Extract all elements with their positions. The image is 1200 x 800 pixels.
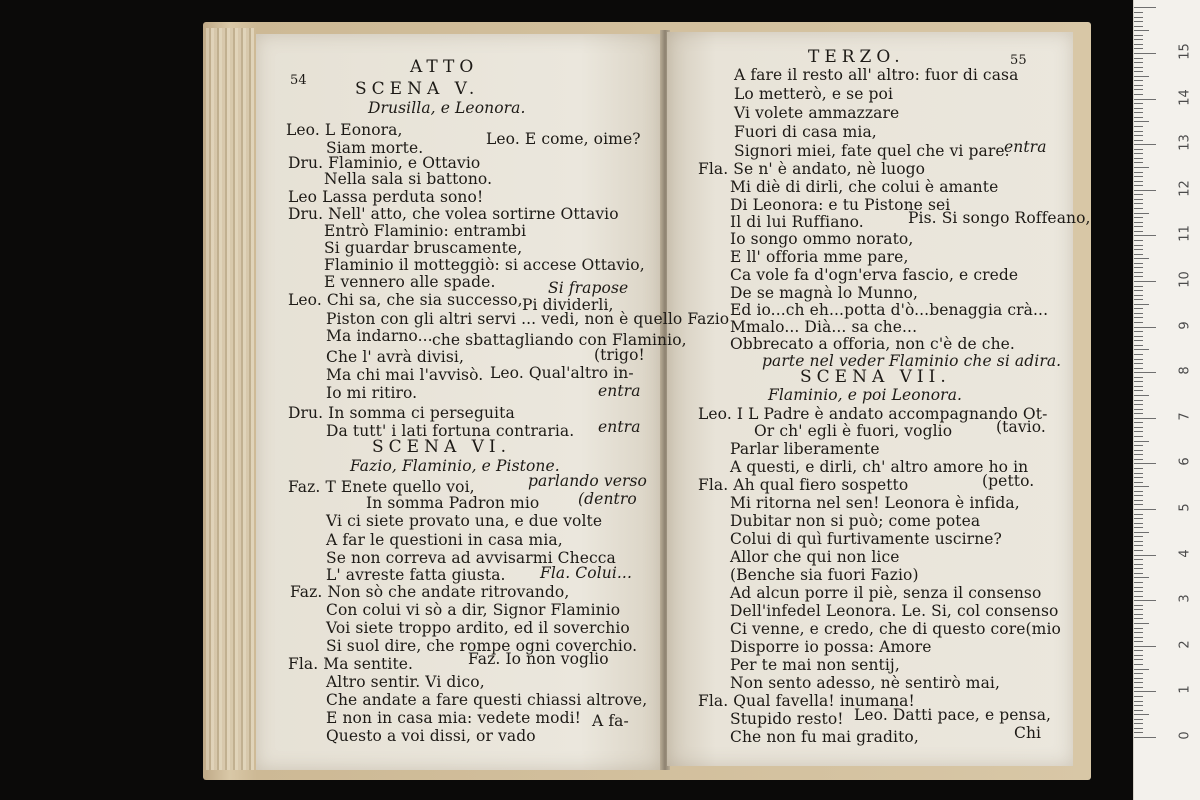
ruler-tick [1134,258,1149,259]
page-number: 55 [1010,53,1027,68]
text-line: Mi diè di dirli, che colui è amante [730,178,999,196]
text-line: Di Leonora: e tu Pistone sei [730,196,951,214]
ruler-tick [1134,637,1143,638]
ruler-tick [1134,167,1149,168]
text-line: Fla. Colui... [540,564,632,582]
ruler-tick [1134,286,1143,287]
ruler-tick [1134,99,1156,100]
text-line: Io songo ommo norato, [730,230,914,248]
ruler-tick [1134,377,1143,378]
ruler-tick [1134,573,1143,574]
text-line: E vennero alle spade. [324,273,496,291]
ruler-tick [1134,450,1143,451]
ruler-tick [1134,710,1143,711]
ruler-tick [1134,53,1156,54]
ruler-tick [1134,577,1149,578]
ruler-tick [1134,254,1143,255]
ruler-tick [1134,21,1143,22]
text-line: Flaminio il motteggiò: si accese Ottavio, [324,256,645,274]
ruler-tick [1134,194,1143,195]
ruler-tick [1134,614,1143,615]
text-line: Mmalo... Dià... sa che... [730,318,918,336]
ruler-number: 1 [1177,685,1193,695]
ruler-tick [1134,135,1143,136]
ruler-tick [1134,609,1143,610]
ruler-tick [1134,491,1143,492]
ruler-tick [1134,368,1143,369]
ruler-tick [1134,336,1143,337]
text-line: Disporre io possa: Amore [730,638,932,656]
ruler-tick [1134,58,1143,59]
text-line: (petto. [982,472,1035,490]
ruler-tick [1134,39,1143,40]
text-line: Leo. Chi sa, che sia successo, [288,291,523,309]
text-line: Ed io...ch eh...potta d'ò...benaggia crà... [730,301,1049,319]
ruler-tick [1134,482,1143,483]
text-line: Piston con gli altri servi ... vedi, non è quello Fazio [326,310,730,328]
text-line: parlando verso [528,472,647,490]
text-line: che sbattagliando con Flaminio, [432,331,687,349]
running-head: ATTO [410,57,479,77]
text-line: Ma indarno... [326,327,433,345]
ruler-tick [1134,199,1143,200]
ruler-tick [1134,659,1143,660]
ruler-tick [1134,176,1143,177]
text-line: Dru. In somma ci perseguita [288,404,515,422]
text-line: Che non fu mai gradito, [730,728,919,746]
ruler-tick [1134,226,1143,227]
ruler-tick [1134,267,1143,268]
ruler-tick [1134,85,1143,86]
text-line: Faz. T Enete quello voi, [288,478,475,496]
text-line: Ma chi mai l'avvisò. [326,366,484,384]
ruler-tick [1134,231,1143,232]
ruler-tick [1134,723,1143,724]
ruler-number: 5 [1177,503,1193,512]
text-line: Parlar liberamente [730,440,880,458]
text-line: A fa- [592,712,629,730]
ruler-tick [1134,213,1149,214]
ruler-tick [1134,222,1143,223]
text-line: Fla. Ma sentite. [288,655,414,673]
text-line: Il di lui Ruffiano. [730,213,864,231]
text-line: Leo. L Eonora, [286,121,403,139]
text-line: Pis. Si songo Roffeano, [908,209,1091,227]
text-line: Si frapose [548,279,629,297]
ruler-tick [1134,245,1143,246]
ruler-tick [1134,317,1143,318]
ruler-tick [1134,354,1143,355]
text-line: (tavio. [996,418,1046,436]
ruler-tick [1134,404,1143,405]
ruler-tick [1134,208,1143,209]
ruler-tick [1134,89,1143,90]
text-line: In somma Padron mio [366,494,540,512]
ruler-tick [1134,290,1143,291]
ruler-tick [1134,545,1143,546]
ruler-tick [1134,386,1143,387]
ruler-tick [1134,35,1143,36]
ruler-number: 8 [1177,366,1193,375]
ruler-tick [1134,673,1143,674]
text-line: Dru. Nell' atto, che volea sortirne Ottavio [288,205,619,223]
ruler-tick [1134,235,1156,236]
text-line: entra [598,382,641,400]
ruler-tick [1134,349,1149,350]
ruler-tick [1134,728,1143,729]
ruler-tick [1134,400,1143,401]
ruler-number: 14 [1177,88,1193,106]
ruler-tick [1134,536,1143,537]
ruler-tick [1134,240,1143,241]
ruler-tick [1134,523,1143,524]
ruler-number: 13 [1177,134,1193,151]
ruler-tick [1134,144,1156,145]
ruler-tick [1134,94,1143,95]
ruler-number: 6 [1177,457,1193,467]
text-line: Ca vole fa d'ogn'erva fascio, e crede [730,266,1019,284]
text-line: Altro sentir. Vi dico, [326,673,485,691]
ruler-tick [1134,422,1143,423]
ruler-tick [1134,737,1156,738]
ruler-tick [1134,112,1143,113]
ruler-number: 0 [1177,731,1193,740]
text-line: parte nel veder Flaminio che si adira. [762,352,1062,370]
ruler-tick [1134,190,1156,191]
ruler-tick [1134,509,1156,510]
page-edges [206,28,254,770]
ruler-tick [1134,108,1143,109]
text-line: Siam morte. [326,139,424,157]
ruler-tick [1134,527,1143,528]
ruler-number: 12 [1177,180,1193,197]
ruler-tick [1134,714,1149,715]
text-line: Nella sala si battono. [324,170,493,188]
ruler-tick [1134,441,1149,442]
ruler-tick [1134,632,1143,633]
ruler-tick [1134,600,1156,601]
ruler-tick [1134,140,1143,141]
ruler-tick [1134,427,1143,428]
ruler-tick [1134,468,1143,469]
ruler-tick [1134,76,1149,77]
ruler-tick [1134,514,1143,515]
ruler-tick [1134,696,1143,697]
ruler-tick [1134,331,1143,332]
ruler-tick [1134,555,1156,556]
ruler-number: 3 [1177,594,1193,603]
ruler-tick [1134,158,1143,159]
text-line: Ci venne, e credo, che di questo core(mio [730,620,1061,638]
text-line: Se non correva ad avvisarmi Checca [326,549,616,567]
text-line: Pi dividerli, [522,296,614,314]
ruler-tick [1134,153,1143,154]
ruler-tick [1134,618,1143,619]
ruler-tick [1134,691,1156,692]
ruler-tick [1134,682,1143,683]
ruler-number: 4 [1177,548,1193,558]
ruler-tick [1134,664,1143,665]
text-line: Si guardar bruscamente, [324,239,523,257]
text-line: (Benche sia fuori Fazio) [730,566,919,584]
text-line: Leo. Datti pace, e pensa, [854,706,1052,724]
ruler-tick [1134,409,1143,410]
ruler-tick [1134,203,1143,204]
text-line: Dubitar non si può; come potea [730,512,981,530]
ruler-tick [1134,67,1143,68]
ruler-tick [1134,628,1143,629]
ruler-tick [1134,304,1149,305]
ruler-number: 10 [1177,271,1193,288]
ruler-tick [1134,121,1149,122]
scene-heading: SCENA VII. [800,367,951,387]
ruler-tick [1134,591,1143,592]
text-line: Voi siete troppo ardito, ed il soverchio [326,619,630,637]
text-line: Leo Lassa perduta sono! [288,188,484,206]
ruler-tick [1134,30,1149,31]
ruler-tick [1134,518,1143,519]
measurement-ruler [1133,0,1200,800]
ruler-tick [1134,596,1143,597]
text-line: Fuori di casa mia, [734,123,877,141]
ruler-tick [1134,559,1143,560]
text-line: Chi [1014,724,1042,742]
ruler-tick [1134,372,1156,373]
ruler-tick [1134,463,1156,464]
text-line: E ll' offoria mme pare, [730,248,909,266]
scene-heading: SCENA V. [355,79,480,99]
text-line: Dru. Flaminio, e Ottavio [288,154,481,172]
ruler-tick [1134,181,1143,182]
text-line: Leo. I L Padre è andato accompagnando Ot- [698,405,1048,423]
ruler-tick [1134,486,1149,487]
text-line: Per te mai non sentij, [730,656,900,674]
scene-cast: Flaminio, e poi Leonora. [768,386,963,404]
ruler-tick [1134,500,1143,501]
ruler-tick [1134,568,1143,569]
ruler-tick [1134,504,1143,505]
text-line: Leo. Qual'altro in- [490,364,634,382]
text-line: Signori miei, fate quel che vi pare. [734,142,1010,160]
text-line: Con colui vi sò a dir, Signor Flaminio [326,601,621,619]
ruler-tick [1134,541,1143,542]
text-line: A far le questioni in casa mia, [326,531,563,549]
text-line: Dell'infedel Leonora. Le. Si, col consenso [730,602,1059,620]
text-line: De se magnà lo Munno, [730,284,918,302]
text-line: entra [1004,138,1047,156]
ruler-tick [1134,532,1149,533]
text-line: A questi, e dirli, ch' altro amore ho in [730,458,1029,476]
ruler-tick [1134,185,1143,186]
text-line: Faz. Non sò che andate ritrovando, [290,583,570,601]
ruler-tick [1134,669,1149,670]
ruler-number: 11 [1177,225,1193,243]
running-head: TERZO. [808,47,905,67]
text-line: Fla. Qual favella! inumana! [698,692,915,710]
text-line: (dentro [578,490,637,508]
text-line: E non in casa mia: vedete modi! [326,709,582,727]
ruler-tick [1134,308,1143,309]
text-line: Allor che qui non lice [730,548,900,566]
text-line: (trigo! [594,346,645,364]
ruler-number: 9 [1177,320,1193,330]
text-line: Fla. Se n' è andato, nè luogo [698,160,926,178]
ruler-tick [1134,564,1143,565]
ruler-tick [1134,436,1143,437]
ruler-tick [1134,477,1143,478]
ruler-tick [1134,413,1143,414]
ruler-tick [1134,582,1143,583]
text-line: Stupido resto! [730,710,844,728]
ruler-number: 15 [1177,43,1193,60]
text-line: Obbrecato a offoria, non c'è de che. [730,335,1015,353]
ruler-tick [1134,126,1143,127]
ruler-tick [1134,217,1143,218]
text-line: Questo a voi dissi, or vado [326,727,536,745]
ruler-tick [1134,7,1156,8]
ruler-tick [1134,322,1143,323]
ruler-tick [1134,732,1143,733]
ruler-tick [1134,80,1143,81]
text-line: L' avreste fatta giusta. [326,566,506,584]
text-line: Leo. E come, oime? [486,130,641,148]
ruler-tick [1134,12,1143,13]
text-line: entra [598,418,641,436]
text-line: Colui di quì furtivamente uscirne? [730,530,1002,548]
ruler-tick [1134,26,1143,27]
ruler-tick [1134,418,1156,419]
ruler-tick [1134,62,1143,63]
ruler-tick [1134,17,1143,18]
ruler-tick [1134,646,1156,647]
text-line: Entrò Flaminio: entrambi [324,222,527,240]
ruler-tick [1134,445,1143,446]
ruler-tick [1134,495,1143,496]
text-line: Lo metterò, e se poi [734,85,894,103]
ruler-tick [1134,149,1143,150]
ruler-tick [1134,363,1143,364]
ruler-tick [1134,655,1143,656]
page-number: 54 [290,73,307,88]
ruler-tick [1134,641,1143,642]
ruler-tick [1134,395,1149,396]
ruler-tick [1134,623,1149,624]
ruler-tick [1134,295,1143,296]
ruler-tick [1134,327,1156,328]
ruler-tick [1134,687,1143,688]
ruler-tick [1134,587,1143,588]
ruler-tick [1134,550,1143,551]
ruler-tick [1134,340,1143,341]
ruler-tick [1134,454,1143,455]
ruler-tick [1134,48,1143,49]
text-line: Che andate a fare questi chiassi altrove, [326,691,648,709]
text-line: Non sento adesso, nè sentirò mai, [730,674,1001,692]
text-line: Io mi ritiro. [326,384,418,402]
ruler-tick [1134,705,1143,706]
ruler-tick [1134,719,1143,720]
ruler-tick [1134,103,1143,104]
ruler-tick [1134,313,1143,314]
ruler-tick [1134,281,1156,282]
text-line: Faz. Io non voglio [468,650,609,668]
ruler-tick [1134,249,1143,250]
ruler-tick [1134,678,1143,679]
ruler-tick [1134,44,1143,45]
ruler-tick [1134,431,1143,432]
ruler-tick [1134,276,1143,277]
ruler-tick [1134,272,1143,273]
text-line: A fare il resto all' altro: fuor di casa [734,66,1019,84]
text-line: Mi ritorna nel sen! Leonora è infida, [730,494,1020,512]
ruler-tick [1134,605,1143,606]
ruler-tick [1134,359,1143,360]
ruler-tick [1134,473,1143,474]
ruler-tick [1134,71,1143,72]
ruler-tick [1134,162,1143,163]
ruler-number: 2 [1177,640,1193,649]
scene-heading: SCENA VI. [372,437,512,457]
text-line: Da tutt' i lati fortuna contraria. [326,422,575,440]
ruler-tick [1134,117,1143,118]
ruler-tick [1134,131,1143,132]
ruler-tick [1134,459,1143,460]
ruler-tick [1134,172,1143,173]
scene-cast: Fazio, Flaminio, e Pistone. [350,457,560,475]
text-line: Che l' avrà divisi, [326,348,464,366]
scene-cast: Drusilla, e Leonora. [368,99,526,117]
ruler-number: 7 [1177,412,1193,421]
ruler-tick [1134,381,1143,382]
text-line: Or ch' egli è fuori, voglio [754,422,953,440]
ruler-tick [1134,390,1143,391]
ruler-tick [1134,701,1143,702]
ruler-tick [1134,345,1143,346]
ruler-tick [1134,650,1143,651]
text-line: Vi ci siete provato una, e due volte [326,512,603,530]
ruler-tick [1134,299,1143,300]
text-line: Ad alcun porre il piè, senza il consenso [730,584,1042,602]
text-line: Vi volete ammazzare [734,104,900,122]
text-line: Fla. Ah qual fiero sospetto [698,476,909,494]
text-line: Si suol dire, che rompe ogni coverchio. [326,637,638,655]
ruler-tick [1134,263,1143,264]
